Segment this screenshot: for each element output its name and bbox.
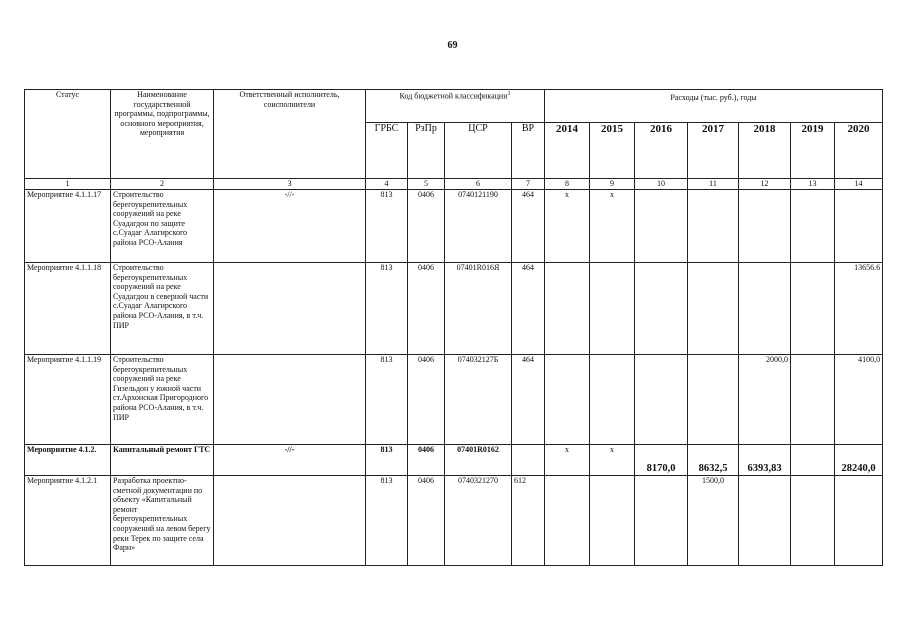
- row-status: Мероприятие 4.1.1.17: [25, 190, 111, 263]
- header-expenses: Расходы (тыс. руб.), годы: [545, 90, 883, 123]
- column-number: 8: [545, 179, 590, 190]
- row-2017: 1500,0: [688, 476, 739, 566]
- row-rzpr: 0406: [408, 445, 445, 476]
- row-2016: [635, 476, 688, 566]
- row-grbs: 813: [366, 190, 408, 263]
- column-number: 9: [590, 179, 635, 190]
- row-2015: x: [590, 190, 635, 263]
- row-2015: [590, 355, 635, 445]
- column-number: 12: [739, 179, 791, 190]
- row-name: Строительство берегоукрепительных сооружений на реке Суадагдон в северной части с.Суадаг Алагирского района РСО-Алания, в т.ч. ПИР: [111, 263, 214, 355]
- row-2015: x: [590, 445, 635, 476]
- row-vr: 464: [512, 263, 545, 355]
- header-code-rzpr: РзПр: [408, 123, 445, 179]
- row-2020: 4100,0: [835, 355, 883, 445]
- row-grbs: 813: [366, 263, 408, 355]
- row-csr: 07401R016Я: [445, 263, 512, 355]
- row-2018: [739, 263, 791, 355]
- column-number: 13: [791, 179, 835, 190]
- row-2020: [835, 190, 883, 263]
- row-2014: [545, 355, 590, 445]
- row-2017: [688, 263, 739, 355]
- row-rzpr: 0406: [408, 476, 445, 566]
- column-number: 4: [366, 179, 408, 190]
- table-row: [25, 263, 883, 355]
- row-2019: [791, 190, 835, 263]
- row-2018: 2000,0: [739, 355, 791, 445]
- row-name: Капитальный ремонт ГТС: [111, 445, 214, 476]
- row-2016: 8170,0: [635, 445, 688, 476]
- footnote-mark: 1: [507, 91, 511, 97]
- header-year: 2014: [545, 123, 590, 179]
- column-number: 1: [25, 179, 111, 190]
- row-2019: [791, 355, 835, 445]
- row-2019: [791, 445, 835, 476]
- row-2020: [835, 476, 883, 566]
- header-name: Наименование государственной программы, подпрограммы, основного мероприятия, мероприятия: [111, 90, 214, 179]
- column-number: 11: [688, 179, 739, 190]
- header-budget-code: Код бюджетной классификации$^1$: [366, 90, 545, 123]
- row-2018: [739, 190, 791, 263]
- header-status: Статус: [25, 90, 111, 179]
- row-grbs: 813: [366, 476, 408, 566]
- row-name: Строительство берегоукрепительных сооружений на реке Суадагдон по защите с.Суадаг Алагирского района РСО-Алания: [111, 190, 214, 263]
- row-csr: 074032127Б: [445, 355, 512, 445]
- column-number: 7: [512, 179, 545, 190]
- column-number: 2: [111, 179, 214, 190]
- row-name: Строительство берегоукрепительных сооружений на реке Гизельдон у южной части ст.Архонская Пригородного района РСО-Алания, в т.ч. ПИР: [111, 355, 214, 445]
- row-responsible: -//-: [214, 445, 366, 476]
- column-number: 6: [445, 179, 512, 190]
- row-2020: 28240,0: [835, 445, 883, 476]
- header-row-top: [25, 90, 883, 123]
- row-2019: [791, 263, 835, 355]
- row-csr: 07401R0162: [445, 445, 512, 476]
- budget-table: [24, 89, 883, 566]
- row-2014: [545, 476, 590, 566]
- header-year: 2018: [739, 123, 791, 179]
- row-responsible: -//-: [214, 190, 366, 263]
- table-row: [25, 355, 883, 445]
- row-2014: x: [545, 445, 590, 476]
- row-status: Мероприятие 4.1.1.18: [25, 263, 111, 355]
- column-number: 14: [835, 179, 883, 190]
- header-code-grbs: ГРБС: [366, 123, 408, 179]
- row-responsible: [214, 355, 366, 445]
- header-year: 2015: [590, 123, 635, 179]
- page-number: 69: [447, 40, 458, 51]
- row-2016: [635, 355, 688, 445]
- header-year: 2020: [835, 123, 883, 179]
- row-2017: [688, 355, 739, 445]
- row-name: Разработка проектно-сметной документации по объекту «Капитальный ремонт берегоукрепительных сооружений на левом берегу реки Терек по защите села Фарн»: [111, 476, 214, 566]
- column-number: 5: [408, 179, 445, 190]
- row-status: Мероприятие 4.1.2.1: [25, 476, 111, 566]
- row-grbs: 813: [366, 355, 408, 445]
- row-vr: 612: [512, 476, 545, 566]
- row-2018: 6393,83: [739, 445, 791, 476]
- row-csr: 0740121190: [445, 190, 512, 263]
- row-2016: [635, 263, 688, 355]
- row-2015: [590, 476, 635, 566]
- row-csr: 0740321270: [445, 476, 512, 566]
- row-2014: [545, 263, 590, 355]
- row-rzpr: 0406: [408, 190, 445, 263]
- row-2018: [739, 476, 791, 566]
- row-rzpr: 0406: [408, 355, 445, 445]
- column-number-row: [25, 179, 883, 190]
- header-year: 2017: [688, 123, 739, 179]
- row-responsible: [214, 263, 366, 355]
- column-number: 10: [635, 179, 688, 190]
- row-rzpr: 0406: [408, 263, 445, 355]
- row-2015: [590, 263, 635, 355]
- row-2014: x: [545, 190, 590, 263]
- row-2019: [791, 476, 835, 566]
- row-2020: 13656.6: [835, 263, 883, 355]
- row-2016: [635, 190, 688, 263]
- row-status: Мероприятие 4.1.2.: [25, 445, 111, 476]
- row-grbs: 813: [366, 445, 408, 476]
- row-2017: [688, 190, 739, 263]
- header-responsible: Ответственный исполнитель, соисполнители: [214, 90, 366, 179]
- row-vr: 464: [512, 355, 545, 445]
- row-vr: 464: [512, 190, 545, 263]
- table-row: [25, 445, 883, 476]
- header-code-vr: ВР: [512, 123, 545, 179]
- table-row: [25, 476, 883, 566]
- row-vr: [512, 445, 545, 476]
- row-responsible: [214, 476, 366, 566]
- header-year: 2016: [635, 123, 688, 179]
- header-code-csr: ЦСР: [445, 123, 512, 179]
- table-row: [25, 190, 883, 263]
- header-year: 2019: [791, 123, 835, 179]
- column-number: 3: [214, 179, 366, 190]
- row-2017: 8632,5: [688, 445, 739, 476]
- row-status: Мероприятие 4.1.1.19: [25, 355, 111, 445]
